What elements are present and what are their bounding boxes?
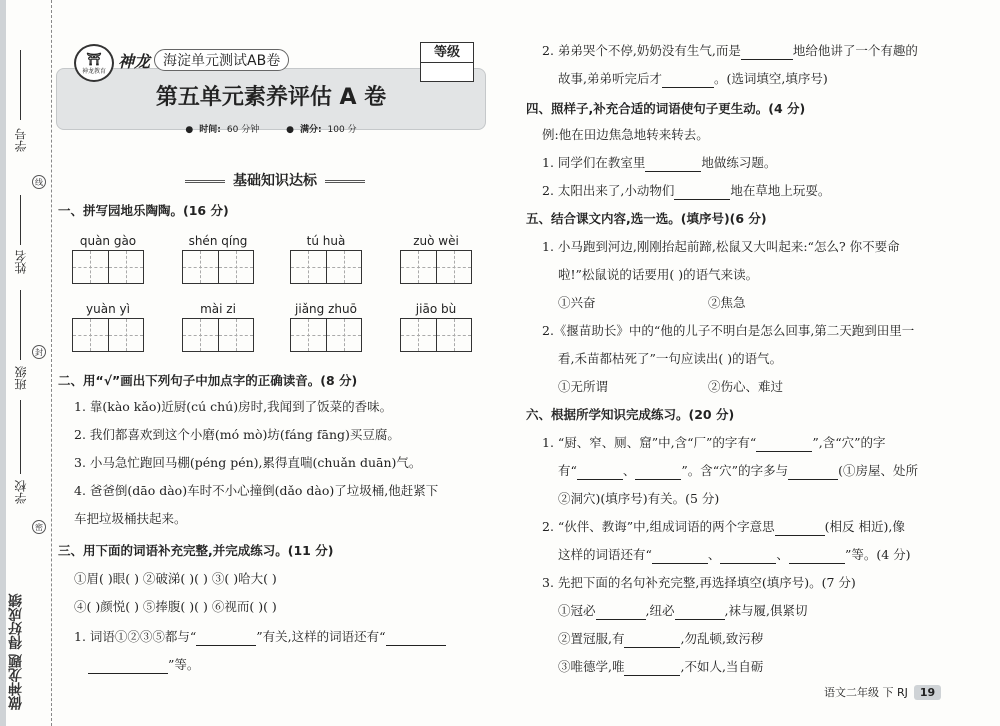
q2-item[interactable]: 2. 我们都喜欢到这个小磨(mó mò)坊(fáng fāng)买豆腐。 [74, 427, 400, 442]
brand-logo [74, 44, 114, 82]
q5-item-1: 1. 小马跑到河边,刚刚抬起前蹄,松鼠又大叫起来:“怎么? 你不要命 [542, 239, 900, 254]
r-q2-text: 2. 弟弟哭个不停,奶奶没有生气,而是 [542, 43, 741, 58]
q5-item-1-cont[interactable]: 啦!”松鼠说的话要用( )的语气来读。 [558, 267, 759, 282]
binding-dot-seal: 封 [32, 345, 46, 359]
writing-grid[interactable] [72, 318, 144, 352]
answer-blank[interactable] [596, 606, 646, 620]
q1-title: 一、拼写园地乐陶陶。(16 分) [58, 203, 229, 218]
q6-text: ,勿乱顿,致污秽 [680, 631, 764, 646]
writing-grid[interactable] [400, 318, 472, 352]
pinyin-text: tú huà [306, 234, 346, 248]
q2-item[interactable]: 4. 爸爸倒(dāo dào)车时不小心撞倒(dǎo dào)了垃圾桶,他赶紧下 [74, 483, 439, 498]
q4-title: 四、照样子,补充合适的词语使句子更生动。(4 分) [526, 101, 806, 116]
q6-text: 有“ [558, 463, 577, 478]
pinyin-item[interactable] [400, 302, 472, 352]
exam-meta [56, 122, 486, 135]
answer-blank[interactable] [741, 46, 793, 60]
score-label: 满分: [299, 125, 322, 135]
q3-words-row2[interactable]: ④( )颜悦( ) ⑤捧腹( )( ) ⑥视而( )( ) [74, 599, 277, 614]
q6-item-1-cont2: ②洞穴)(填序号)有关。(5 分) [558, 491, 720, 506]
school-label: 学校 [14, 480, 28, 504]
answer-blank[interactable] [624, 634, 680, 648]
clock-icon: ● [185, 125, 194, 135]
pinyin-text: quàn gào [79, 234, 137, 248]
r-q2-text: 地给他讲了一个有趣的 [792, 43, 918, 58]
writing-grid[interactable] [182, 318, 254, 352]
q2-item-continued: 车把垃圾桶扶起来。 [74, 511, 187, 526]
school-line[interactable] [20, 400, 21, 474]
q4-example: 例:他在田边焦急地转来转去。 [542, 127, 709, 142]
pencil-icon: ● [286, 125, 294, 135]
answer-blank[interactable] [756, 438, 812, 452]
q6-text: ③唯德学,唯 [558, 659, 625, 674]
writing-grid[interactable] [400, 250, 472, 284]
q6-text: ”。含“穴”的字多与 [681, 463, 789, 478]
score-value: 100 分 [327, 125, 357, 135]
q4-item-2 [542, 182, 830, 200]
class-label: 班级 [14, 366, 28, 390]
pinyin-text: zuò wèi [413, 234, 459, 248]
q6-text: (①房屋、处所 [838, 463, 918, 478]
q6-title: 六、根据所学知识完成练习。(20 分) [526, 407, 735, 422]
q3-q1-part1: 1. 词语①②③⑤都与“ [74, 629, 197, 644]
brand [118, 48, 289, 72]
writing-grid[interactable] [290, 318, 362, 352]
q6-text: ,纽必 [645, 603, 675, 618]
pinyin-text: yuàn yì [86, 302, 130, 316]
student-id-label: 学号 [14, 128, 28, 152]
q6-item-3: 3. 先把下面的名句补充完整,再选择填空(填序号)。(7 分) [542, 575, 856, 590]
q3-q1-part2: ”有关,这样的词语还有“ [256, 629, 386, 644]
q6-item-1-cont: 有“ 、 ”。含“穴”的字多与 (①房屋、处所 [558, 463, 918, 478]
pinyin-item[interactable] [290, 234, 362, 284]
q5-item-2: 2.《揠苗助长》中的“他的儿子不明白是怎么回事,第二天跑到田里一 [542, 323, 915, 338]
binding-margin [0, 0, 52, 726]
pinyin-item[interactable] [400, 234, 472, 284]
q5-option[interactable]: ②伤心、难过 [708, 379, 784, 394]
answer-blank[interactable] [624, 662, 680, 676]
class-line[interactable] [20, 290, 21, 360]
grade-box[interactable] [420, 42, 474, 82]
q3-question-1-cont [88, 656, 199, 674]
answer-blank[interactable] [775, 522, 825, 536]
answer-blank[interactable] [662, 74, 714, 88]
q4-item-1 [542, 154, 776, 172]
answer-blank[interactable] [720, 550, 776, 564]
r-q2-text: 故事,弟弟听完后才 [558, 71, 662, 86]
answer-blank[interactable] [674, 186, 730, 200]
pinyin-text: jiǎng zhuō [295, 302, 357, 316]
answer-blank[interactable] [788, 466, 838, 480]
header [56, 42, 486, 152]
r-q2-line1 [542, 42, 918, 60]
pinyin-item[interactable] [290, 302, 362, 352]
answer-blank[interactable] [789, 550, 845, 564]
logo-gate-icon: ⛩ [86, 51, 102, 66]
r-q2-text: 。(选词填空,填序号) [713, 71, 828, 86]
q6-text: ,不如人,当自砺 [680, 659, 764, 674]
q5-option[interactable]: ①无所谓 [558, 379, 609, 394]
name-line[interactable] [20, 195, 21, 245]
answer-blank[interactable] [675, 606, 725, 620]
time-info [179, 125, 265, 135]
q6-item-1 [542, 434, 885, 452]
answer-blank[interactable] [196, 632, 256, 646]
q6-text: ②置冠服,有 [558, 631, 625, 646]
grade-label: 等级 [421, 43, 473, 63]
q5-option[interactable]: ①兴奋 [558, 295, 596, 310]
q4-text: 地做练习题。 [701, 155, 777, 170]
q6-text: ,袜与履,俱紧切 [724, 603, 808, 618]
q3-title: 三、用下面的词语补充完整,并完成练习。(11 分) [58, 543, 334, 558]
q5-option[interactable]: ②焦急 [708, 295, 746, 310]
q6-text: ①冠必 [558, 603, 596, 618]
q5-item-2-cont[interactable]: 看,禾苗都枯死了”一句应读出( )的语气。 [558, 351, 783, 366]
q3-words-row1[interactable]: ①眉( )眼( ) ②破涕( )( ) ③( )哈大( ) [74, 571, 277, 586]
section-banner: 基础知识达标 [150, 170, 400, 190]
pinyin-text: jiāo bù [415, 302, 457, 316]
q2-item[interactable]: 3. 小马急忙跑回马棚(péng pén),累得直喘(chuǎn duān)气。 [74, 455, 422, 470]
student-id-line[interactable] [20, 50, 21, 120]
footer [824, 684, 941, 700]
pinyin-item[interactable] [182, 302, 254, 352]
q5-title: 五、结合课文内容,选一选。(填序号)(6 分) [526, 211, 767, 226]
q6-text: (相反 相近),像 [824, 519, 905, 534]
answer-blank[interactable] [635, 466, 681, 480]
answer-blank[interactable] [645, 158, 701, 172]
pinyin-text: mài zi [200, 302, 236, 316]
q3-question-1 [74, 628, 446, 646]
q6-item-2-cont: 这样的词语还有“ 、 、 ”等。(4 分) [558, 547, 911, 562]
q6-text: 这样的词语还有“ [558, 547, 652, 562]
brand-script: 神龙 [118, 51, 151, 71]
q4-text: 1. 同学们在教室里 [542, 155, 646, 170]
binding-dot-secret: 密 [32, 520, 46, 534]
r-q2-line2 [558, 70, 828, 88]
logo-text: 神龙教育 [81, 67, 106, 75]
q6-text: 2. “伙伴、教诲”中,组成词语的两个字意思 [542, 519, 775, 534]
q2-title: 二、用“√”画出下列句子中加点字的正确读音。(8 分) [58, 373, 358, 388]
spine-bar [0, 0, 6, 726]
brand-title: 海淀单元测试AB卷 [154, 49, 289, 71]
answer-blank[interactable] [88, 660, 168, 674]
q6-text: 1. “厨、窄、厕、窟”中,含“厂”的字有“ [542, 435, 757, 450]
time-label: 时间: [199, 125, 221, 135]
pinyin-item[interactable] [72, 234, 144, 284]
writing-grid[interactable] [72, 250, 144, 284]
q4-text: 地在草地上玩耍。 [730, 183, 831, 198]
q6-quote-3 [558, 658, 763, 676]
q6-text: ”等。(4 分) [844, 547, 911, 562]
answer-blank[interactable] [577, 466, 623, 480]
answer-blank[interactable] [386, 632, 446, 646]
binding-dot-line: 线 [32, 175, 46, 189]
q6-text: ”,含“穴”的字 [812, 435, 886, 450]
writing-grid[interactable] [182, 250, 254, 284]
pinyin-item[interactable] [182, 234, 254, 284]
page-number: 19 [914, 685, 941, 700]
writing-grid[interactable] [290, 250, 362, 284]
time-value: 60 分钟 [226, 125, 260, 135]
answer-blank[interactable] [652, 550, 708, 564]
page-title: 第五单元素养评估 A 卷 [155, 85, 387, 110]
q2-item[interactable]: 1. 靠(kào kǎo)近厨(cú chú)房时,我闻到了饭菜的香味。 [74, 399, 393, 414]
pinyin-text: shén qíng [188, 234, 248, 248]
q6-quote-2 [558, 630, 763, 648]
q6-item-2 [542, 518, 905, 536]
q4-text: 2. 太阳出来了,小动物们 [542, 183, 675, 198]
q6-quote-1 [558, 602, 807, 620]
name-label: 姓名 [14, 250, 28, 274]
slogan: 做神龙题 得好成绩 [8, 593, 24, 710]
q3-q1-part3: ”等。 [168, 657, 200, 672]
footer-label: 语文二年级 下 RJ [824, 686, 908, 699]
pinyin-item[interactable] [72, 302, 144, 352]
score-info [280, 125, 363, 135]
